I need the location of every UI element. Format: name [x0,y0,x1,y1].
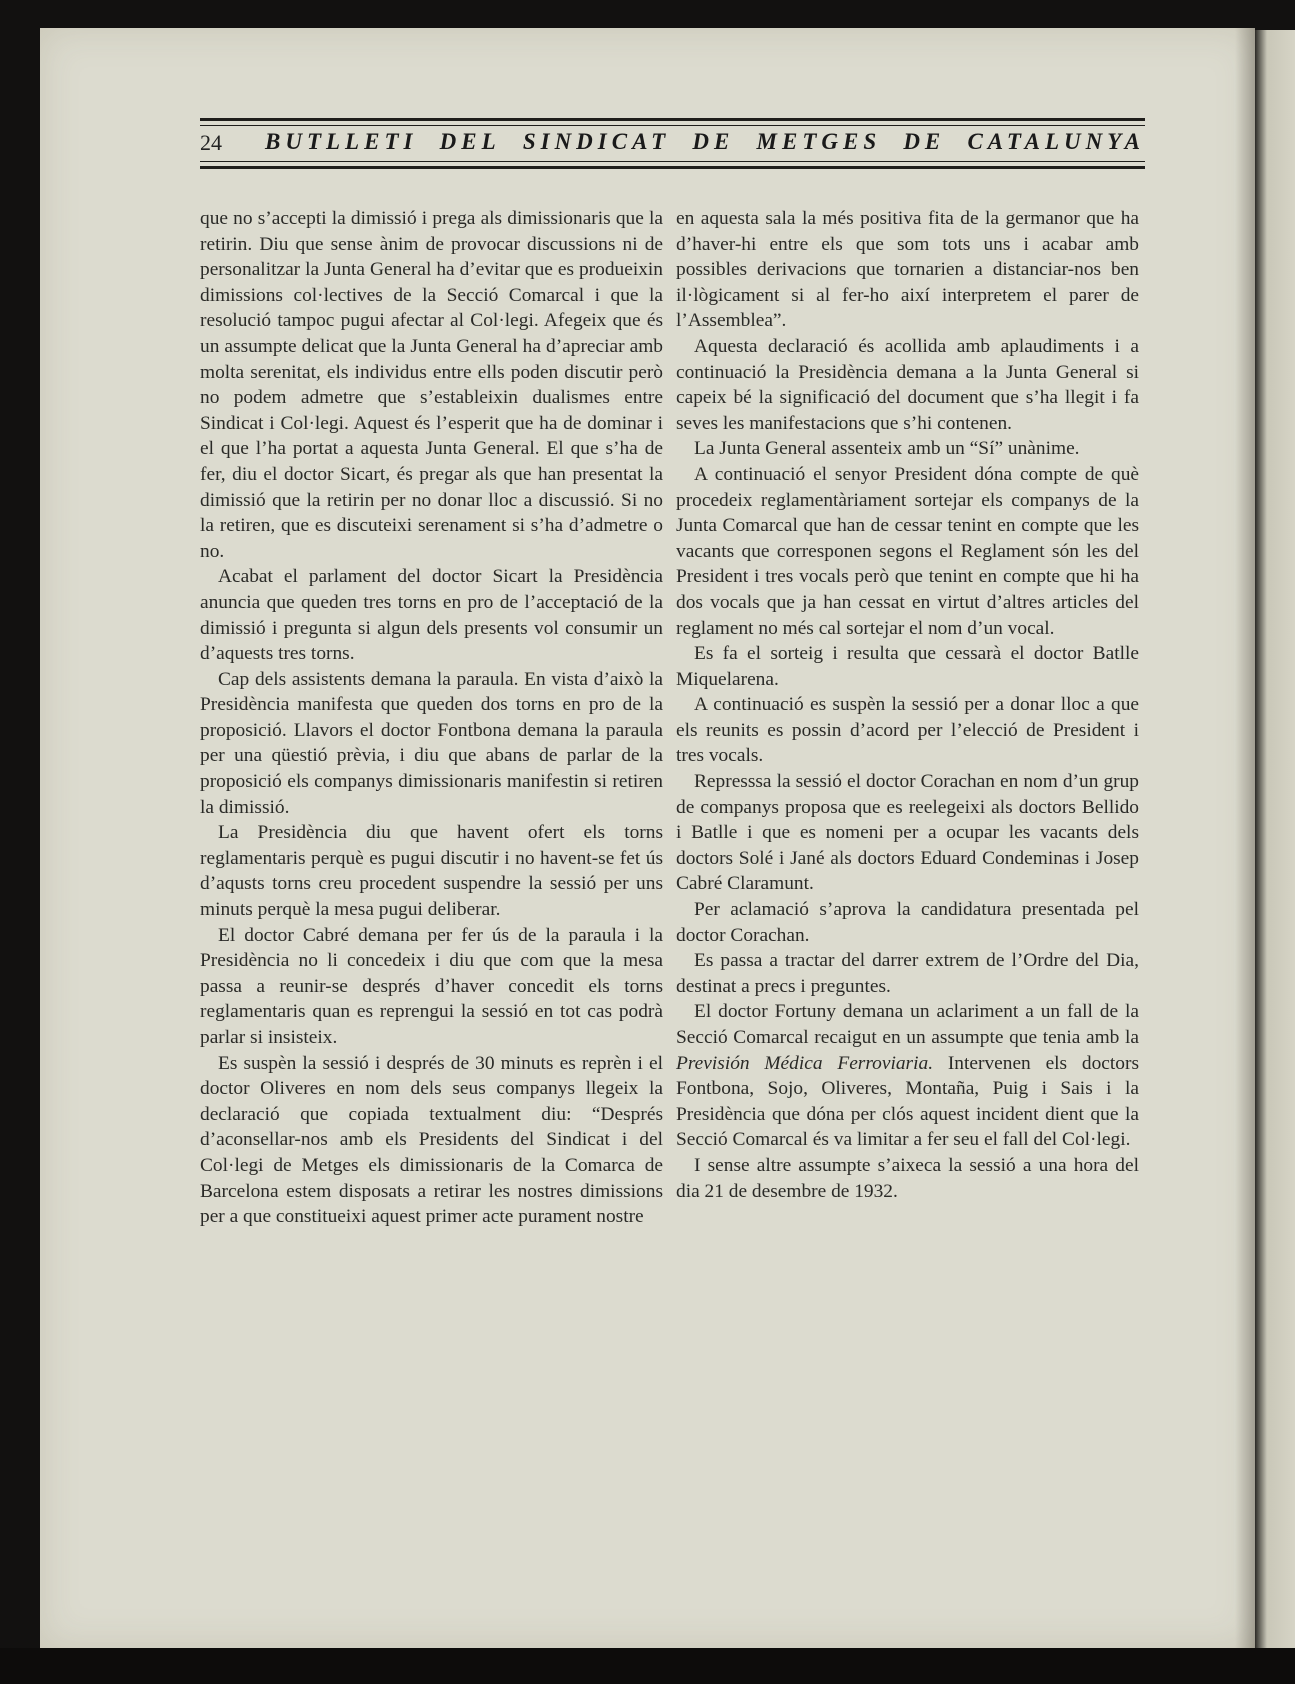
paragraph: Es passa a tractar del darrer extrem de l’Ordre del Dia, destinat a precs i preguntes. [676,950,1139,997]
title-word: DE [903,129,946,154]
scan-bottom-strip [0,1648,1295,1684]
paragraph: A continuació el senyor President dóna compte de què procedeix reglamentàriament sortejar els companys de la Junta Comarcal que han de cessar tenint en compte que les vacants que corresponen segons el Reglament són les del President i tres vocals però que tenint en compte que hi ha dos vocals que ja han cessat en virtut d’altres articles del reglament no més cal sortejar el nom d’un vocal. [676,463,1139,639]
paragraph: I sense altre assumpte s’aixeca la sessió a una hora del dia 21 de desembre de 1932. [676,1154,1139,1202]
left-column [200,206,663,1230]
page-number: 24 [200,130,222,155]
header-rule-bottom-thick [200,166,1145,169]
paragraph [676,999,1139,1153]
title-word: BUTLLETI [265,129,418,154]
running-header [200,118,1145,178]
header-rule-bottom-thin [200,161,1145,162]
header-rule-top-thick [200,118,1145,121]
paragraph: Aquesta declaració és acollida amb aplaudiments i a continuació la Presidència demana a la Junta General si capeix bé la significació del document que s’ha llegit i fa seves les manifestacions que s’hi contenen. [676,335,1139,434]
paragraph: Acabat el parlament del doctor Sicart la Presidència anuncia que queden tres torns en pro de l’acceptació de la dimissió i pregunta si algun dels presents vol consumir un d’aquests tres torns. [200,566,663,665]
paragraph: La Junta General assenteix amb un “Sí” unànime. [694,438,1080,460]
journal-title [265,129,1145,155]
title-word: SINDICAT [522,129,671,154]
header-rule-top-thin [200,125,1145,126]
paragraph: Es suspèn la sessió i després de 30 minuts es reprèn i el doctor Oliveres en nom dels seus companys llegeix la declaració que copiada textualment diu: “Després d’aconsellar-nos amb els Presidents del Sindicat i del Col·legi de Metges els dimissionaris de la Comarca de Barcelona estem disposats a retirar les nostres dimissions per a que constitueixi aquest primer acte purament nostre [200,1052,663,1228]
spine-shadow [1235,28,1255,1648]
paragraph: A continuació es suspèn la sessió per a donar lloc a que els reunits es possin d’acord per l’elecció de President i tres vocals. [676,694,1139,767]
paragraph: Cap dels assistents demana la paraula. En vista d’això la Presidència manifesta que queden dos torns en pro de la proposició. Llavors el doctor Fontbona demana la paraula per una qüestió prèvia, i diu que abans de parlar de la proposició els companys dimissionaris manifestin si retiren la dimissió. [200,668,663,818]
paragraph: en aquesta sala la més positiva fita de la germanor que ha d’haver-hi entre els que som tots uns i acabar amb possibles derivacions que tornarien a distanciar-nos ben il·lògicament si al fer-ho així interpretem el parer de l’Assemblea”. [676,208,1139,332]
paragraph: que no s’accepti la dimissió i prega als dimissionaris que la retirin. Diu que sense ànim de provocar discussions ni de personalitzar la Junta General ha d’evitar que es produeixin dimissions col·lectives de la Secció Comarcal i que la resolució tampoc pugui afectar al Col·legi. Afegeix que és un assumpte delicat que la Junta General ha d’apreciar amb molta serenitat, els individus entre ells poden discutir però no podem admetre que s’estableixin dualismes entre Sindicat i Col·legi. Aquest és l’esperit que ha de dominar i el que l’ha portat a aquesta Junta General. El que s’ha de fer, diu el doctor Sicart, és pregar als que han presentat la dimissió que la retirin per no donar lloc a discussió. Si no la retiren, que es discuteixi serenament si s’ha d’admetre o no. [200,208,663,562]
italic-institution-name: Previsión Médica Ferroviaria. [676,1052,934,1074]
paragraph: La Presidència diu que havent ofert els torns reglamentaris perquè es pugui discutir i no havent-se fet ús d’aqusts torns creu procedent suspendre la sessió per uns minuts perquè la mesa pugui deliberar. [200,822,663,921]
right-column [676,206,1139,1204]
paragraph: Per aclamació s’aprova la candidatura presentada pel doctor Corachan. [676,899,1139,946]
title-word: CATALUNYA [967,129,1145,154]
title-word: DE [692,129,735,154]
paragraph: Es fa el sorteig i resulta que cessarà el doctor Batlle Miquelarena. [676,643,1139,690]
paragraph-text: Intervenen els doctors Fontbona, Sojo, Oliveres, Montaña, Puig i Sais i la Presidència que dóna per clós aquest incident dient que la Secció Comarcal és va limitar a fer seu el fall del Col·legi. [676,1052,1139,1151]
next-page-edge [1255,30,1295,1655]
paragraph: El doctor Cabré demana per fer ús de la paraula i la Presidència no li concedeix i diu que com que la mesa passa a reunir-se després d’haver concedit els torns reglamentaris quan es reprengui la sessió en tot cas podrà parlar si insisteix. [200,924,663,1048]
paragraph: Represssa la sessió el doctor Corachan en nom d’un grup de companys proposa que es reelegeixi als doctors Bellido i Batlle i que es nomeni per a ocupar les vacants dels doctors Solé i Jané als doctors Eduard Condeminas i Josep Cabré Claramunt. [676,771,1139,895]
paragraph-text: El doctor Fortuny demana un aclariment a un fall de la Secció Comarcal recaigut en un assumpte que tenia amb la [676,1001,1139,1048]
title-word: DEL [439,129,501,154]
title-word: METGES [756,129,882,154]
